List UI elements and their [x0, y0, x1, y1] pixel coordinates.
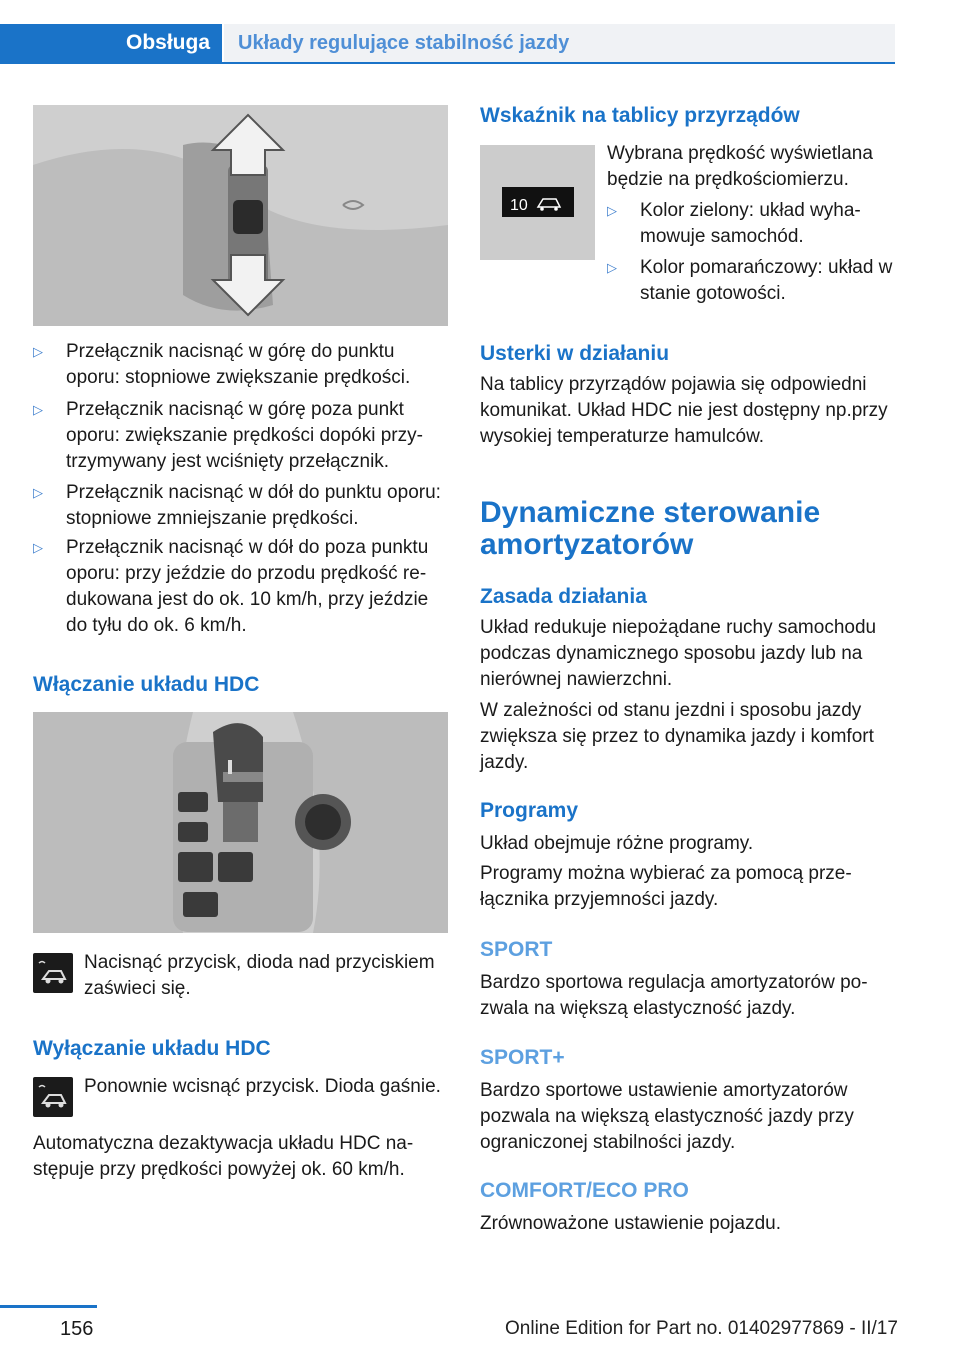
principle-text: Układ redukuje niepożądane ruchy samochodu podczas dynamicznego sposobu jazdy lub na nierównej nawierzchni. [480, 617, 877, 690]
section-tab[interactable]: Obsługa [0, 24, 222, 62]
section-heading: Zasada działania [480, 585, 647, 608]
off-text: Ponownie wcisnąć przycisk. Dioda gaśnie. [84, 1076, 441, 1097]
chapter-tab[interactable]: Układy regulujące stabilność jazdy [224, 24, 895, 62]
edition-text: Online Edition for Part no. 01402977869 - II/17 [505, 1318, 898, 1339]
triangle-bullet-icon: ▷ [33, 540, 43, 555]
hdc-button-icon [33, 953, 73, 993]
list-item: ▷ Przełącznik nacisnąć w górę do punktu oporu: stopniowe zwiększanie prędkości. [33, 341, 411, 388]
section-heading: Programy [480, 799, 579, 822]
program-heading: COMFORT/ECO PRO [480, 1179, 689, 1202]
steering-wheel-switch-photo [33, 105, 448, 326]
chapter-heading: Dynamiczne sterowanie amortyzatorów [480, 496, 821, 561]
speed-value: 10 [510, 197, 528, 214]
section-heading: Wyłączanie układu HDC [33, 1037, 271, 1060]
page-number: 156 [60, 1318, 94, 1340]
triangle-bullet-icon: ▷ [607, 203, 617, 218]
hdc-button-icon [33, 1077, 73, 1117]
fault-text: Na tablicy przyrządów pojawia się odpowiedni komunikat. Układ HDC nie jest dostępny np.przy wysokiej temperaturze hamulców. [480, 374, 888, 447]
triangle-bullet-icon: ▷ [607, 260, 617, 275]
instrument-cluster-indicator [480, 145, 595, 260]
section-heading: Wskaźnik na tablicy przyrządów [480, 104, 800, 127]
section-heading: Usterki w działaniu [480, 342, 670, 365]
comfort-text: Zrównoważone ustawienie pojazdu. [480, 1213, 782, 1234]
header-rule [0, 62, 895, 64]
triangle-bullet-icon: ▷ [33, 344, 43, 359]
on-text: Nacisnąć przycisk, dioda nad przyciskiem zaświeci się. [84, 952, 435, 999]
footer-rule [0, 1305, 97, 1308]
programs-text-2: Programy można wybierać za pomocą przełącznika przyjemności jazdy. [480, 863, 852, 910]
indicator-text: Wybrana prędkość wyświetlana będzie na prędkościomierzu. [607, 143, 873, 190]
list-item: ▷ Przełącznik nacisnąć w dół do poza punktu oporu: przy jeździe do przodu prędkość redukowana jest do ok. 10 km/h, przy jeździe do tyłu do ok. 6 km/h. [33, 537, 429, 636]
program-heading: SPORT [480, 938, 553, 961]
triangle-bullet-icon: ▷ [33, 485, 43, 500]
program-heading: SPORT+ [480, 1046, 565, 1069]
list-item: ▷ Przełącznik nacisnąć w dół do punktu oporu: stopniowe zmniejszanie prędkości. [33, 482, 441, 529]
center-console-photo [33, 712, 448, 933]
sport-text: Bardzo sportowa regulacja amortyzatorów pozwala na większą elastyczność jazdy. [480, 972, 868, 1019]
auto-deactivation-text: Automatyczna dezaktywacja układu HDC następuje przy prędkości powyżej ok. 60 km/h. [33, 1133, 414, 1180]
principle-text-2: W zależności od stanu jezdni i sposobu jazdy zwiększa się przez to dynamika jazdy i komfort jazdy. [480, 700, 874, 773]
page-header [0, 24, 895, 64]
triangle-bullet-icon: ▷ [33, 402, 43, 417]
section-heading: Włączanie układu HDC [33, 673, 260, 696]
list-item: ▷ Przełącznik nacisnąć w górę poza punkt oporu: zwiększanie prędkości dopóki przytrzymywany jest wciśnięty przełącznik. [33, 399, 423, 472]
programs-text: Układ obejmuje różne programy. [480, 833, 754, 854]
sportplus-text: Bardzo sportowe ustawienie amortyzatorów pozwala na większą elastyczność jazdy przy ograniczonej stabilności jazdy. [480, 1080, 854, 1153]
